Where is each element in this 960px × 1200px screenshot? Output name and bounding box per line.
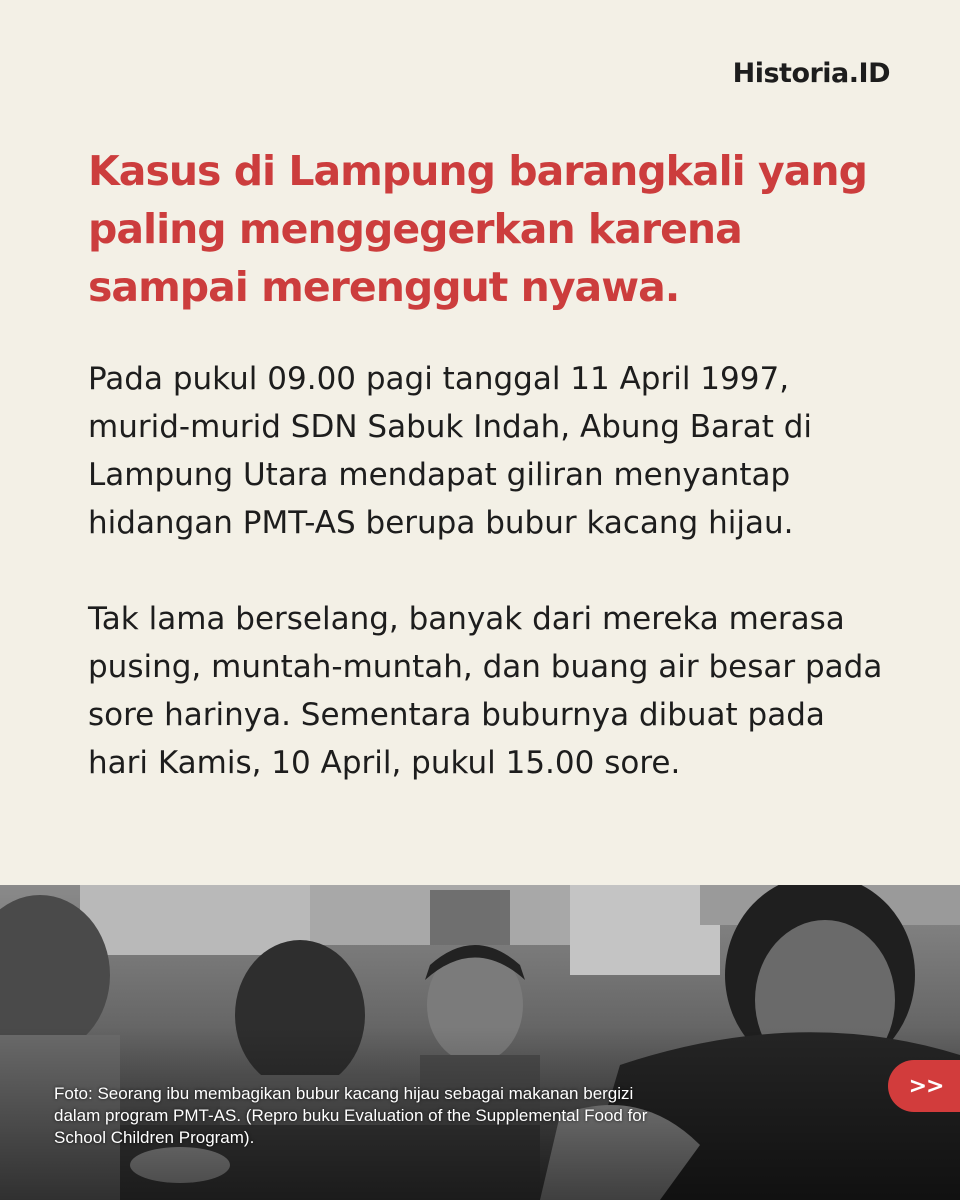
- photo-illustration: [0, 885, 960, 1200]
- double-chevron-right-icon: >>: [908, 1073, 944, 1099]
- paragraph-2: Tak lama berselang, banyak dari mereka merasa pusing, muntah-muntah, dan buang air besar pada sore harinya. Sementara buburnya dibuat pada hari Kamis, 10 April, pukul 15.00 sore.: [88, 601, 883, 781]
- photo-caption: Foto: Seorang ibu membagikan bubur kacang hijau sebagai makanan bergizi dalam program PMT-AS. (Repro buku Evaluation of the Supplemental Food for School Children Program).: [54, 1084, 648, 1147]
- brand-logo: Historia.ID: [732, 58, 890, 89]
- headline: Kasus di Lampung barangkali yang paling menggegerkan karena sampai merenggut nyawa.: [88, 147, 867, 311]
- article-body: [88, 355, 888, 835]
- paragraph-1: Pada pukul 09.00 pagi tanggal 11 April 1997, murid-murid SDN Sabuk Indah, Abung Barat di Lampung Utara mendapat giliran menyantap hidangan PMT-AS berupa bubur kacang hijau.: [88, 361, 813, 541]
- article-photo: [0, 885, 960, 1200]
- next-slide-button[interactable]: [888, 1060, 960, 1112]
